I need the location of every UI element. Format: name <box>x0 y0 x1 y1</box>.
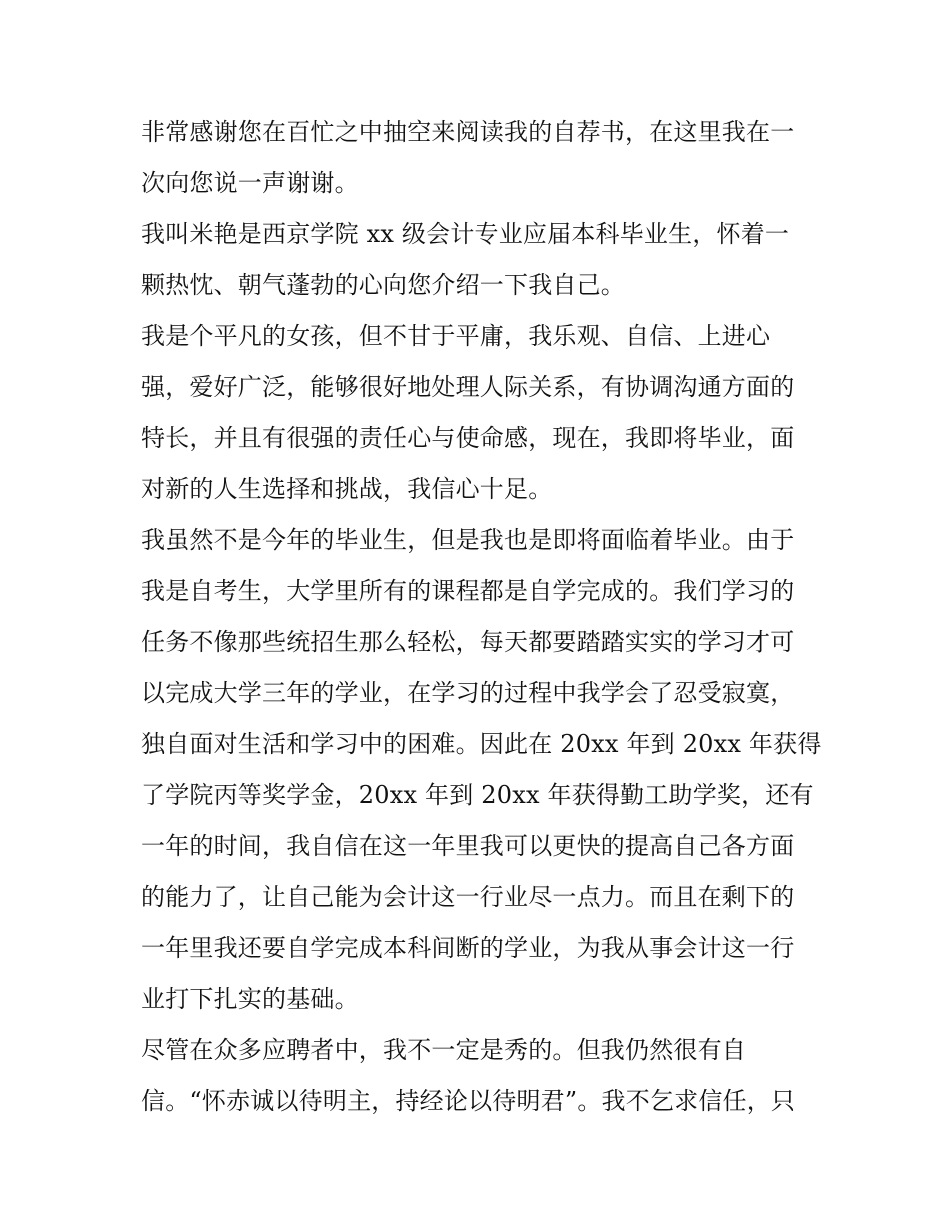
text-line: 强，爱好广泛，能够很好地处理人际关系，有协调沟通方面的 <box>141 373 795 401</box>
text-line: 了学院丙等奖学金，20xx 年到 20xx 年获得勤工助学奖，还有 <box>141 781 814 809</box>
document-body <box>141 107 822 1127</box>
text-line: 一年里我还要自学完成本科间断的学业，为我从事会计这一行 <box>141 934 795 962</box>
text-line: 尽管在众多应聘者中，我不一定是秀的。但我仍然很有自 <box>141 1036 746 1064</box>
text-line: 对新的人生选择和挑战，我信心十足。 <box>141 475 553 503</box>
text-line: 颗热忱、朝气蓬勃的心向您介绍一下我自己。 <box>141 271 625 299</box>
text-line: 次向您说一声谢谢。 <box>141 169 359 197</box>
text-line: 我是个平凡的女孩，但不甘于平庸，我乐观、自信、上进心 <box>141 322 771 350</box>
text-line: 的能力了，让自己能为会计这一行业尽一点力。而且在剩下的 <box>141 883 795 911</box>
text-line: 业打下扎实的基础。 <box>141 985 359 1013</box>
text-line: 任务不像那些统招生那么轻松，每天都要踏踏实实的学习才可 <box>141 628 795 656</box>
text-line: 以完成大学三年的学业，在学习的过程中我学会了忍受寂寞， <box>141 679 795 707</box>
text-line: 一年的时间，我自信在这一年里我可以更快的提高自己各方面 <box>141 832 795 860</box>
text-line: 特长，并且有很强的责任心与使命感，现在，我即将毕业，面 <box>141 424 795 452</box>
text-line: 非常感谢您在百忙之中抽空来阅读我的自荐书，在这里我在一 <box>141 118 795 146</box>
text-line: 信。“怀赤诚以待明主，持经论以待明君”。我不乞求信任，只 <box>141 1087 796 1115</box>
text-line: 我叫米艳是西京学院 xx 级会计专业应届本科毕业生，怀着一 <box>141 220 790 248</box>
text-line: 我是自考生，大学里所有的课程都是自学完成的。我们学习的 <box>141 577 795 605</box>
text-line: 独自面对生活和学习中的困难。因此在 20xx 年到 20xx 年获得 <box>141 730 822 758</box>
text-line: 我虽然不是今年的毕业生，但是我也是即将面临着毕业。由于 <box>141 526 795 554</box>
